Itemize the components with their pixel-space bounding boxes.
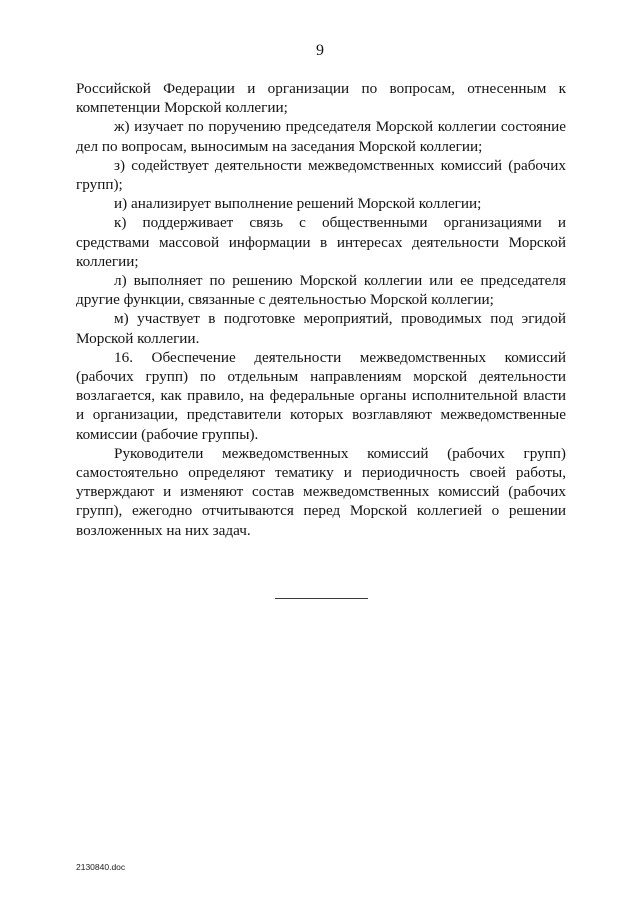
list-item-z: з) содействует деятельности межведомственных комиссий (рабочих групп); xyxy=(76,156,566,194)
list-item-zh: ж) изучает по поручению председателя Морской коллегии состояние дел по вопросам, выносимым на заседания Морской коллегии; xyxy=(76,118,566,155)
list-item-k: к) поддерживает связь с общественными организациями и средствами массовой информации в интересах деятельности Морской коллегии; xyxy=(76,214,566,270)
section-16-paragraph: 16. Обеспечение деятельности межведомственных комиссий (рабочих групп) по отдельным направлениям морской деятельности возлагается, как правило, на федеральные органы исполнительной власти и организации, представители которых возглавляют межведомственные комиссии (рабочие группы). xyxy=(76,348,566,443)
end-separator-line xyxy=(275,598,368,599)
paragraph-continuation: Российской Федерации и организации по вопросам, отнесенным к компетенции Морской коллегии; xyxy=(76,80,566,117)
footer-filename: 2130840.doc xyxy=(76,862,126,872)
list-item-m: м) участвует в подготовке мероприятий, проводимых под эгидой Морской коллегии. xyxy=(76,310,566,347)
leaders-paragraph: Руководители межведомственных комиссий (рабочих групп) самостоятельно определяют тематику и периодичность своей работы, утверждают и изменяют состав межведомственных комиссий (рабочих групп), ежегодно отчитываются перед Морской коллегией о решении возложенных на них задач. xyxy=(76,444,566,539)
page-number: 9 xyxy=(316,42,324,59)
document-body xyxy=(76,79,566,540)
list-item-i: и) анализирует выполнение решений Морской коллегии; xyxy=(114,195,482,213)
list-item-l: л) выполняет по решению Морской коллегии или ее председателя другие функции, связанные с деятельностью Морской коллегии; xyxy=(76,272,566,309)
